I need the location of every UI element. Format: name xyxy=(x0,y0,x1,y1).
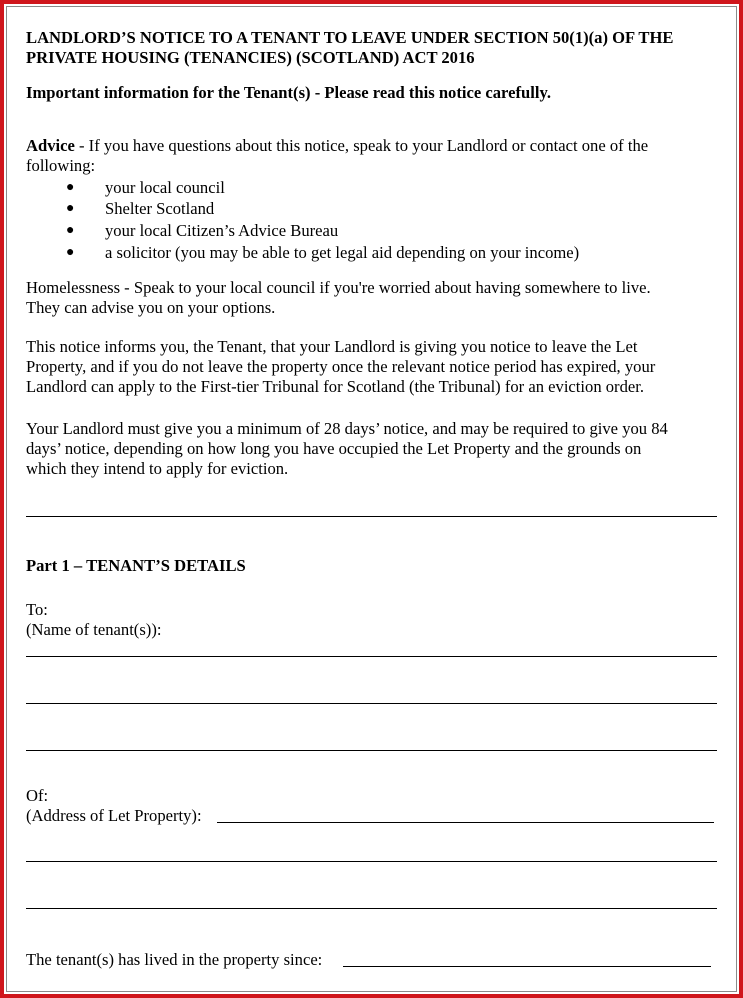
address-field-line-2[interactable] xyxy=(26,861,717,862)
tenant-name-label: (Name of tenant(s)): xyxy=(26,620,162,639)
address-field-line-3[interactable] xyxy=(26,908,717,909)
bullet-icon: ● xyxy=(66,180,75,195)
advice-item-solicitor: a solicitor (you may be able to get legal aid depending on your income) xyxy=(105,243,580,262)
homelessness-line-1: Homelessness - Speak to your local council if you're worried about having somewhere to live. xyxy=(26,278,651,297)
notice-title-line-2: PRIVATE HOUSING (TENANCIES) (SCOTLAND) ACT 2016 xyxy=(26,48,475,67)
bullet-icon: ● xyxy=(66,223,75,238)
homelessness-line-2: They can advise you on your options. xyxy=(26,298,276,317)
section-divider xyxy=(26,516,717,517)
address-field-line-1[interactable] xyxy=(217,822,714,823)
advice-item-citizens-advice: your local Citizen’s Advice Bureau xyxy=(105,221,339,240)
advice-item-local-council: your local council xyxy=(105,178,225,197)
tenant-name-field-line-2[interactable] xyxy=(26,703,717,704)
notice-info-line-3: Landlord can apply to the First-tier Tribunal for Scotland (the Tribunal) for an eviction order. xyxy=(26,377,645,396)
to-label: To: xyxy=(26,600,48,619)
notice-period-line-2: days’ notice, depending on how long you have occupied the Let Property and the grounds on xyxy=(26,439,642,458)
tenancy-since-label: The tenant(s) has lived in the property since: xyxy=(26,950,323,969)
advice-paragraph-line-2: following: xyxy=(26,156,96,175)
of-label: Of: xyxy=(26,786,49,805)
bullet-icon: ● xyxy=(66,245,75,260)
important-info-heading: Important information for the Tenant(s) - Please read this notice carefully. xyxy=(26,83,551,102)
advice-label: Advice xyxy=(26,136,75,155)
advice-item-shelter-scotland: Shelter Scotland xyxy=(105,199,215,218)
notice-title-line-1: LANDLORD’S NOTICE TO A TENANT TO LEAVE UNDER SECTION 50(1)(a) OF THE xyxy=(26,28,674,47)
notice-info-line-1: This notice informs you, the Tenant, that your Landlord is giving you notice to leave the Let xyxy=(26,337,638,356)
notice-period-line-1: Your Landlord must give you a minimum of 28 days’ notice, and may be required to give you 84 xyxy=(26,419,668,438)
advice-paragraph-line-1 xyxy=(26,136,648,156)
address-label: (Address of Let Property): xyxy=(26,806,202,825)
tenant-name-field-line-1[interactable] xyxy=(26,656,717,657)
tenancy-since-field-line[interactable] xyxy=(343,966,711,967)
notice-period-line-3: which they intend to apply for eviction. xyxy=(26,459,289,478)
bullet-icon: ● xyxy=(66,201,75,216)
part1-heading: Part 1 – TENANT’S DETAILS xyxy=(26,556,246,575)
tenant-name-field-line-3[interactable] xyxy=(26,750,717,751)
advice-text: - If you have questions about this notice, speak to your Landlord or contact one of the xyxy=(74,136,649,155)
notice-info-line-2: Property, and if you do not leave the property once the relevant notice period has expired, your xyxy=(26,357,656,376)
